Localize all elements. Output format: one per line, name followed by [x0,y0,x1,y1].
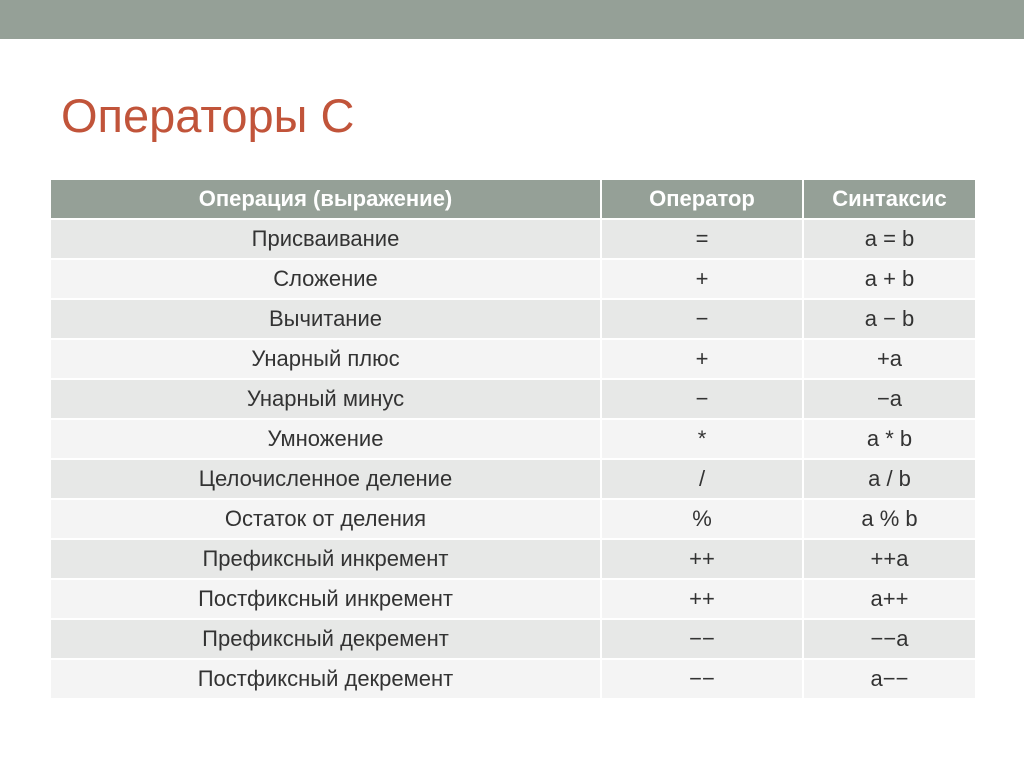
syntax-cell: −−a [803,619,976,659]
syntax-cell: −a [803,379,976,419]
table-row [50,659,976,699]
operation-cell: Сложение [50,259,601,299]
syntax-cell: +a [803,339,976,379]
syntax-cell: ++a [803,539,976,579]
operation-cell: Присваивание [50,219,601,259]
table-row [50,219,976,259]
operation-cell: Постфиксный инкремент [50,579,601,619]
table-row [50,339,976,379]
operator-cell: * [601,419,803,459]
table-row [50,299,976,339]
syntax-cell: a−− [803,659,976,699]
header-syntax: Синтаксис [803,179,976,219]
header-operation: Операция (выражение) [50,179,601,219]
operator-cell: / [601,459,803,499]
table-row [50,259,976,299]
syntax-cell: a = b [803,219,976,259]
syntax-cell: a + b [803,259,976,299]
top-accent-band [0,0,1024,39]
operator-cell: + [601,339,803,379]
table-row [50,579,976,619]
syntax-cell: a / b [803,459,976,499]
operators-table [49,178,977,700]
operation-cell: Унарный минус [50,379,601,419]
syntax-cell: a % b [803,499,976,539]
operation-cell: Унарный плюс [50,339,601,379]
operator-cell: % [601,499,803,539]
operation-cell: Префиксный инкремент [50,539,601,579]
operator-cell: −− [601,659,803,699]
operation-cell: Вычитание [50,299,601,339]
table-row [50,619,976,659]
operator-cell: ++ [601,539,803,579]
operator-cell: − [601,379,803,419]
table-row [50,459,976,499]
operator-cell: + [601,259,803,299]
operator-cell: −− [601,619,803,659]
table-row [50,539,976,579]
operation-cell: Целочисленное деление [50,459,601,499]
slide-title: Операторы C [61,89,355,142]
operator-cell: − [601,299,803,339]
syntax-cell: a++ [803,579,976,619]
operation-cell: Умножение [50,419,601,459]
operation-cell: Постфиксный декремент [50,659,601,699]
syntax-cell: a − b [803,299,976,339]
operator-cell: ++ [601,579,803,619]
header-operator: Оператор [601,179,803,219]
table-header-row [50,179,976,219]
operation-cell: Остаток от деления [50,499,601,539]
table-row [50,419,976,459]
operation-cell: Префиксный декремент [50,619,601,659]
table-row [50,379,976,419]
syntax-cell: a * b [803,419,976,459]
operator-cell: = [601,219,803,259]
table-row [50,499,976,539]
